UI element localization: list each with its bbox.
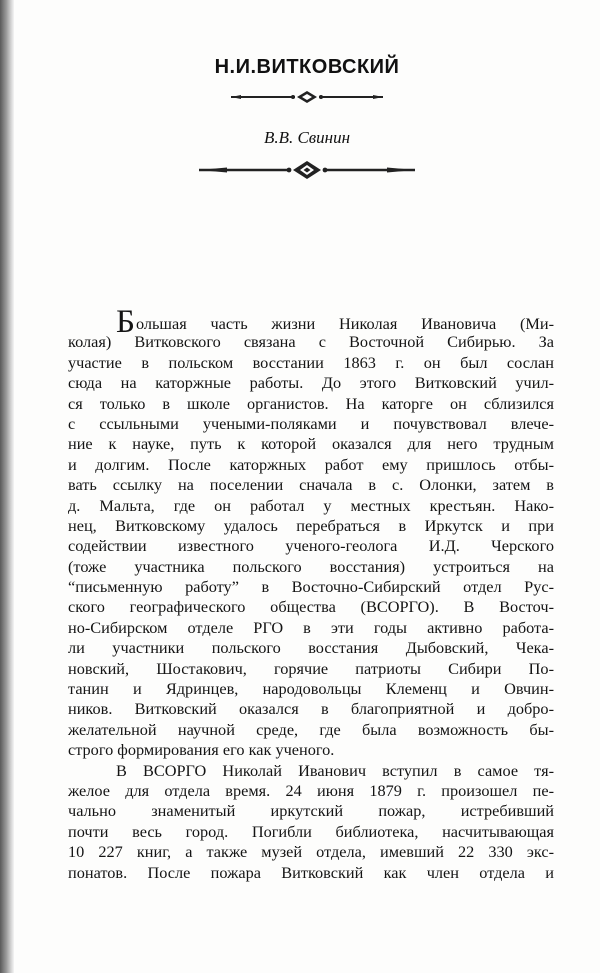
paragraph-line: ли участники польского восстания Дыбовский, Чека- bbox=[68, 638, 554, 658]
drop-cap: Б bbox=[116, 304, 135, 340]
article-title: Н.И.ВИТКОВСКИЙ bbox=[214, 56, 400, 78]
paragraph-line: и долгим. После каторжных работ ему пришлось отбы- bbox=[68, 454, 554, 474]
paragraph-line: колая) Витковского связана с Восточной Сибирью. За bbox=[68, 332, 554, 352]
paragraph-line: желательной научной среде, где была возможность бы- bbox=[68, 719, 554, 739]
paragraph-line: но-Сибирском отделе РГО в эти годы активно работа- bbox=[68, 617, 554, 637]
paragraph-line: танин и Ядринцев, народовольцы Клеменц и Овчин- bbox=[68, 679, 554, 699]
paragraph-line: В ВСОРГО Николай Иванович вступил в самое тя- bbox=[116, 760, 554, 780]
paragraph-line: ние к науке, путь к которой оказался для него трудным bbox=[68, 434, 554, 454]
paragraph-line: ся только в школе органистов. На каторге он сблизился bbox=[68, 393, 554, 413]
paragraph-line: вать ссылку на поселении сначала в с. Олонки, затем в bbox=[68, 475, 554, 495]
paragraph-line: Большая часть жизни Николая Ивановича (Ми- bbox=[116, 304, 554, 340]
paragraph-line: желое для отдела время. 24 июня 1879 г. произошел пе- bbox=[68, 780, 554, 800]
paragraph-line: (тоже участника польского восстания) устроиться на bbox=[68, 556, 554, 576]
paragraph-line: с ссыльными учеными-поляками и почувствовал влече- bbox=[68, 413, 554, 433]
article-author: В.В. Свинин bbox=[263, 128, 351, 147]
paragraph-line: 10 227 книг, а также музей отдела, имевший 22 330 экс- bbox=[68, 842, 554, 862]
paragraph-line: понатов. После пожара Витковский как член отдела и bbox=[68, 862, 554, 882]
paragraph-line: ского географического общества (ВСОРГО). В Восточ- bbox=[68, 597, 554, 617]
paragraph-line: нец, Витковскому удалось перебраться в Иркутск и при bbox=[68, 515, 554, 535]
author-ornament-divider bbox=[197, 160, 417, 180]
paragraph-line: содействии известного ученого-геолога И.Д. Черского bbox=[68, 536, 554, 556]
paragraph-line: новский, Шостакович, горячие патриоты Сибири По- bbox=[68, 658, 554, 678]
paragraph-line: ников. Витковский оказался в благоприятной и добро- bbox=[68, 699, 554, 719]
paragraph-line: почти весь город. Погибли библиотека, насчитывающая bbox=[68, 821, 554, 841]
paragraph-line: строго формирования его как ученого. bbox=[68, 740, 335, 760]
paragraph-line: чально знаменитый иркутский пожар, истребивший bbox=[68, 801, 554, 821]
paragraph-line: сюда на каторжные работы. До этого Витковский учил- bbox=[68, 373, 554, 393]
article-body bbox=[68, 304, 554, 883]
paragraph-line: участие в польском восстании 1863 г. он был сослан bbox=[68, 352, 554, 372]
paragraph-line: д. Мальта, где он работал у местных крестьян. Нако- bbox=[68, 495, 554, 515]
paragraph-line: “письменную работу” в Восточно-Сибирский отдел Рус- bbox=[68, 577, 554, 597]
title-ornament-divider bbox=[227, 90, 387, 104]
